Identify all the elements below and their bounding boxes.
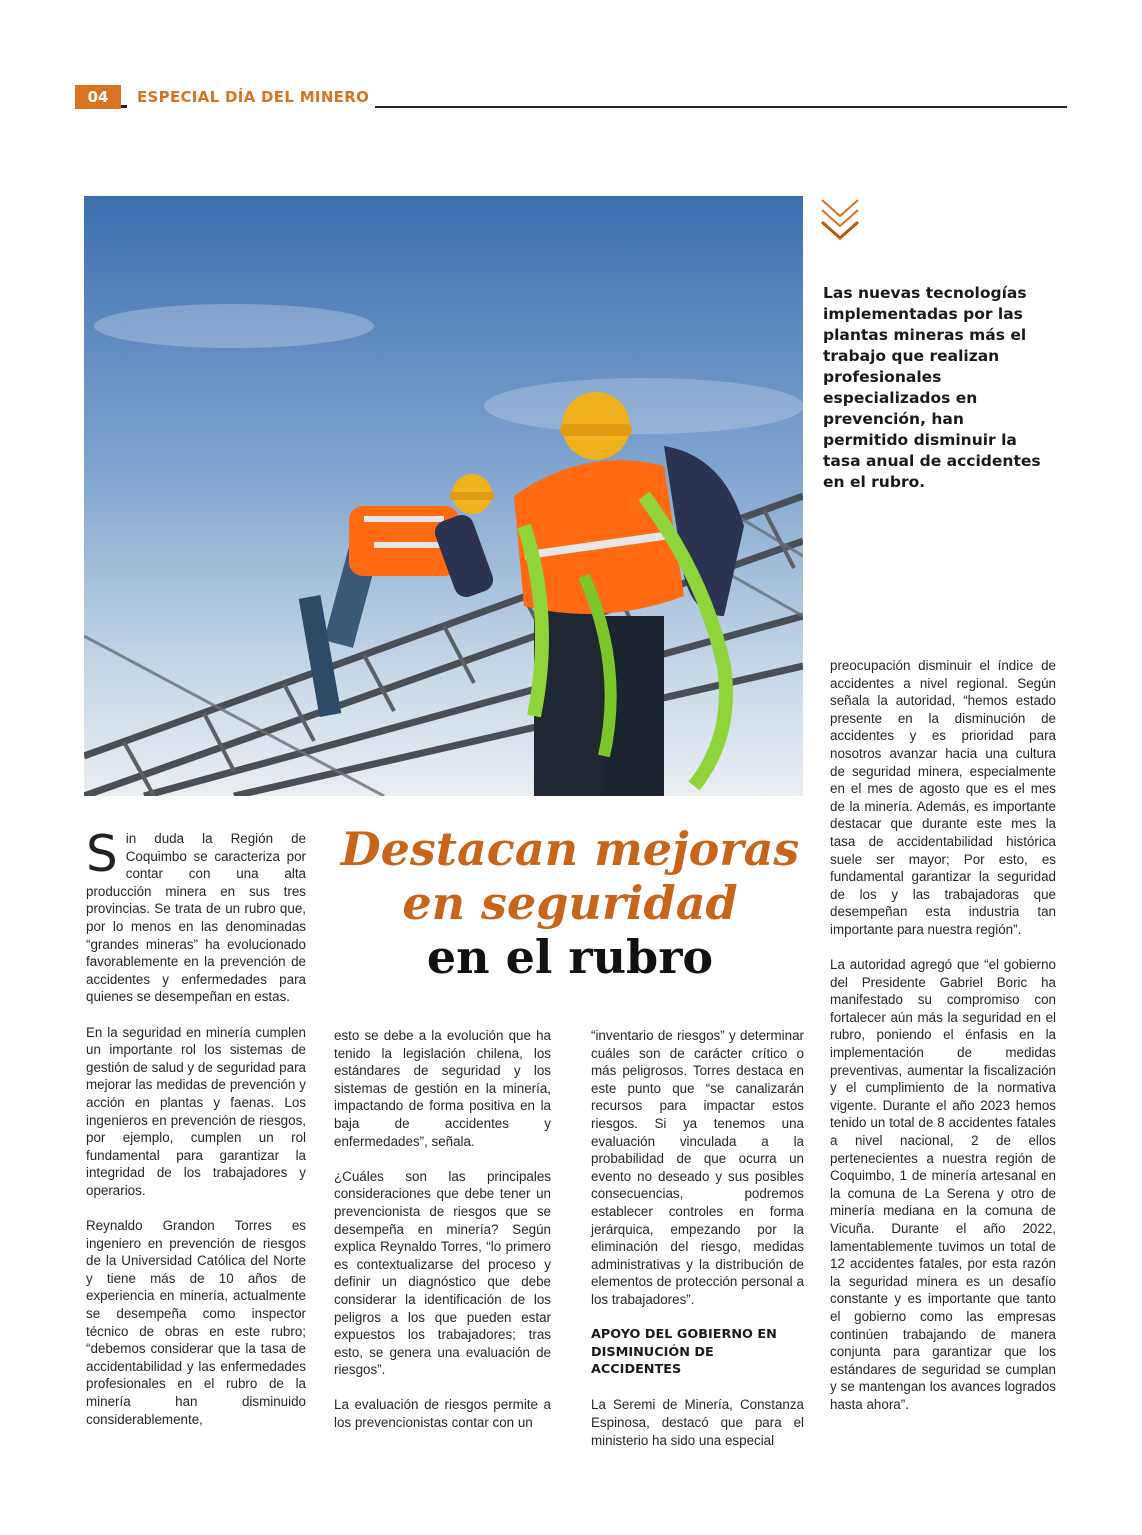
article-headline	[320, 822, 820, 984]
article-deck: Las nuevas tecnologías implementadas por las plantas mineras más el trabajo que realizan profesionales especializados en prevención, han permitido disminuir la tasa anual de accidentes en el rubro.	[823, 284, 1041, 491]
drop-cap: S	[86, 825, 118, 883]
double-chevron-down-icon	[820, 196, 860, 244]
page-header	[75, 85, 1067, 109]
header-divider-tick	[121, 105, 127, 108]
paragraph: esto se debe a la evolución que ha tenido la legislación chilena, los estándares de seguridad y los sistemas de gestión en la minería, impactando de forma positiva en la baja de accidentes y enfermedades”, señala.	[334, 1028, 551, 1149]
paragraph-text: in duda la Región de Coquimbo se caracteriza por contar con una alta producción minera en sus tres provincias. Se trata de un rubro que, por lo menos en las denominadas “grandes mineras” ha evolucionado favorablemente en la prevención de accidentes y enfermedades para quienes se desempeñan en estas.	[86, 831, 306, 1005]
article-column-1	[86, 825, 306, 1446]
paragraph: La autoridad agregó que “el gobierno del Presidente Gabriel Boric ha manifestado su compromiso con fortalecer aún más la seguridad en el rubro, poniendo el énfasis en la implementación de medidas preventivas, aumentar la fiscalización y el cumplimiento de la normativa vigente. Durante el año 2023 hemos tenido un total de 8 accidentes fatales a nivel nacional, 2 de ellos pertenecientes a nuestra región de Coquimbo, 1 de minería artesanal en la comuna de La Serena y otro de minería mediana en la comuna de Vicuña. Durante el año 2022, lamentablemente tuvimos un total de 12 accidentes fatales, por esta razón la seguridad minera es un desafío constante y es importante que tanto el gobierno como las empresas continúen trabajando de manera conjunta para garantizar que los estándares de seguridad se cumplan y se mantengan los avances logrados hasta ahora”.	[830, 957, 1056, 1412]
paragraph: ¿Cuáles son las principales consideraciones que debe tener un prevencionista de riesgos que se desempeña en minería? Según explica Reynaldo Torres, “lo primero es contextualizarse del proceso y definir un diagnóstico que debe considerar la identificación de los peligros a los que pueden estar expuestos los trabajadores; tras esto, se genera una evaluación de riesgos”.	[334, 1168, 551, 1378]
headline-line-1: Destacan mejoras	[340, 822, 800, 876]
hero-photo	[84, 196, 803, 796]
article-column-2	[334, 1027, 551, 1449]
paragraph: “inventario de riesgos” y determinar cuáles son de carácter crítico o más peligrosos. Torres destaca en este punto que “se canalizarán recursos para impactar estos riesgos. Si ya tenemos una evaluación vinculada a la probabilidad de que ocurra un evento no deseado y sus posibles consecuencias, podremos establecer controles en forma jerárquica, empezando por la eliminación del riesgo, medidas administrativas y la distribución de elementos de protección personal a los trabajadores”.	[591, 1028, 804, 1307]
article-column-3	[591, 1027, 804, 1467]
headline-line-2: en seguridad	[402, 876, 738, 930]
paragraph: Reynaldo Grandon Torres es ingeniero en prevención de riesgos de la Universidad Católica del Norte y tiene más de 10 años de experiencia en minería, actualmente se desempeña como inspector técnico de obras en este rubro; “debemos considerar que la tasa de accidentabilidad y las enfermedades profesionales en el rubro de la minería han disminuido considerablemente,	[86, 1218, 306, 1427]
paragraph: La Seremi de Minería, Constanza Espinosa, destacó que para el ministerio ha sido una especial	[591, 1397, 804, 1448]
workers-climbing-photo	[84, 196, 803, 796]
section-title: ESPECIAL DÍA DEL MINERO	[137, 88, 370, 106]
article-column-4	[830, 657, 1056, 1431]
page-number: 04	[75, 85, 121, 109]
paragraph: La evaluación de riesgos permite a los prevencionistas contar con un	[334, 1397, 551, 1431]
header-rule	[375, 106, 1067, 108]
paragraph: preocupación disminuir el índice de accidentes a nivel regional. Según señala la autoridad, “hemos estado presente en la disminución de accidentes y es prioridad para nosotros avanzar hacia una cultura de seguridad minera, especialmente en el mes de agosto que es el mes de la minería. Además, es importante destacar que durante este mes la tasa de accidentabilidad histórica suele ser mayor; Por esto, es fundamental garantizar la seguridad de los y las trabajadoras que desempeñan esta industria tan importante para nuestra región”.	[830, 658, 1056, 937]
section-subheading: APOYO DEL GOBIERNO EN DISMINUCIÓN DE ACCIDENTES	[591, 1327, 777, 1378]
headline-line-3: en el rubro	[426, 930, 714, 984]
paragraph	[86, 825, 306, 1006]
paragraph: En la seguridad en minería cumplen un importante rol los sistemas de gestión de salud y de seguridad para mejorar las medidas de prevención y acción en plantas y faenas. Los ingenieros en prevención de riesgos, por ejemplo, cumplen un rol fundamental para garantizar la integridad de los trabajadores y operarios.	[86, 1024, 306, 1198]
